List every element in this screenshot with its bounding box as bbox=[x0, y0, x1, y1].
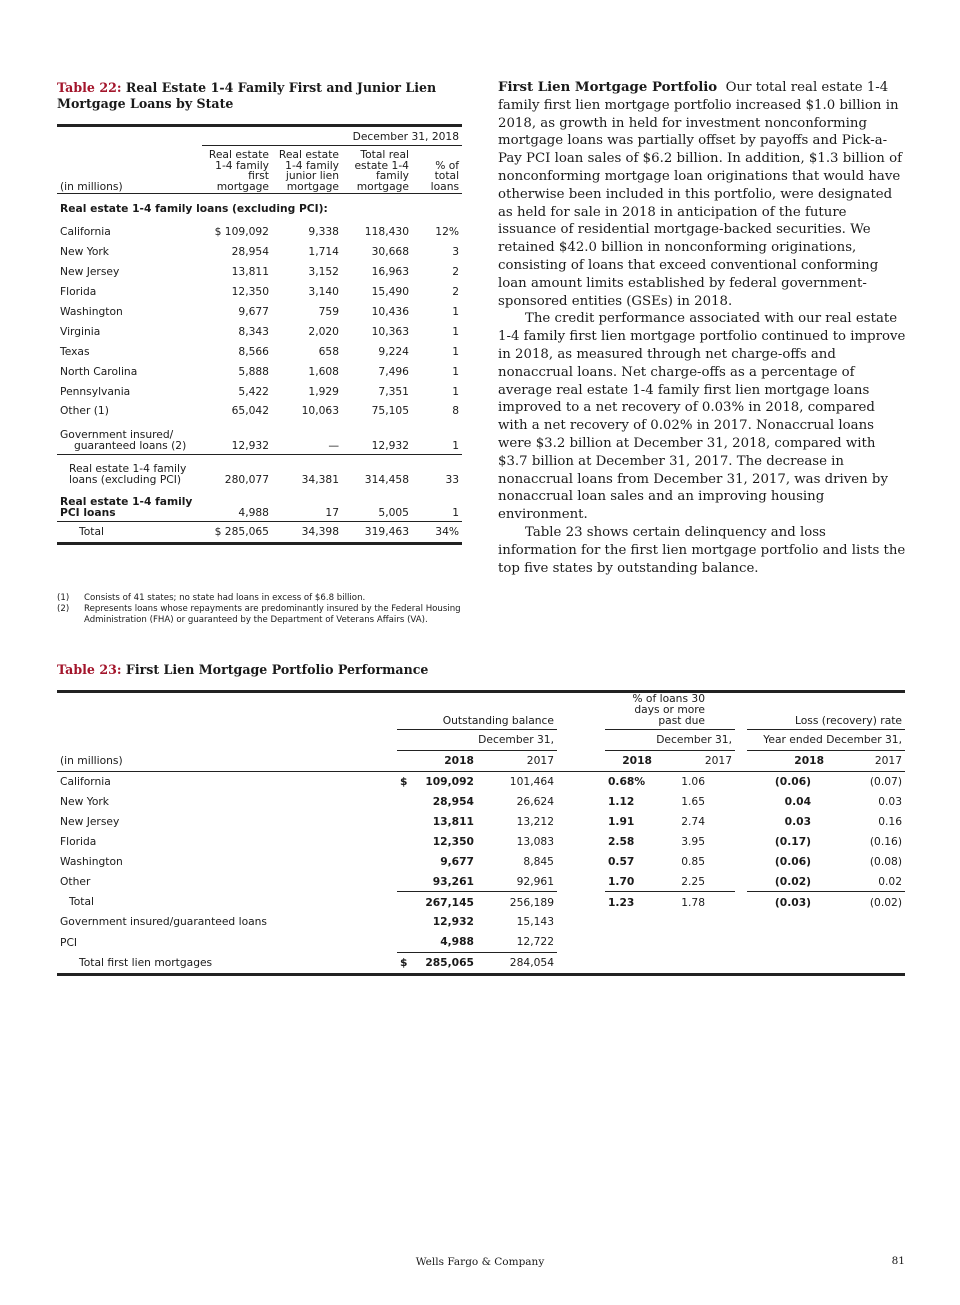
table-cell: 1.06 bbox=[681, 775, 706, 789]
table-row bbox=[57, 242, 462, 262]
table-row bbox=[57, 282, 462, 302]
table22-col-pct: % of total loans bbox=[412, 146, 462, 194]
table-row bbox=[57, 222, 462, 242]
table-cell: 9,677 bbox=[440, 854, 474, 868]
row-label: Other bbox=[60, 874, 91, 888]
table-cell: 17 bbox=[325, 505, 339, 519]
table-cell: 1 bbox=[452, 364, 460, 378]
paragraph: Table 23 shows certain delinquency and loss information for the first lien mortgage portfolio and lists the top five states by outstanding balance. bbox=[498, 524, 906, 576]
table22-title-text: Real Estate 1-4 Family First and Junior Lien Mortgage Loans by State bbox=[57, 80, 437, 111]
table-cell: 0.16 bbox=[878, 815, 903, 828]
table-cell: 15,490 bbox=[371, 285, 409, 299]
table-cell: 34% bbox=[412, 521, 462, 543]
table-cell: 1,714 bbox=[308, 245, 339, 259]
table-cell: 34,398 bbox=[272, 521, 342, 543]
table-cell: 28,954 bbox=[432, 795, 474, 809]
table22-gov-label-1: Government insured/ bbox=[60, 427, 174, 441]
paragraph-text: Our total real estate 1-4 family first lien mortgage portfolio increased $1.0 billion in 2018, as growth in held for investment nonconforming mortgage loans was partially offset by payoffs and Pick-a-Pay PCI loan sales of $6.2 billion. In addition, $1.3 billion of nonconforming mortgage loan originations that would have otherwise been included in this portfolio, were designated as held for sale in 2018 in anticipation of the future issuance of residential mortgage-backed securities. We retained $42.0 billion in nonconforming originations, consisting of loans that exceed conventional conforming loan amount limits established by federal government-sponsored entities (GSEs) in 2018. bbox=[498, 80, 902, 309]
table-cell: 2.25 bbox=[655, 871, 735, 891]
table22-gov-label-2: guaranteed loans (2) bbox=[74, 438, 187, 452]
footer-company: Wells Fargo & Company bbox=[415, 1256, 545, 1268]
table-cell: 1.91 bbox=[608, 815, 635, 828]
table-cell: 93,261 bbox=[397, 871, 477, 891]
table-cell: 2.74 bbox=[681, 815, 706, 828]
table-cell: 4,988 bbox=[238, 505, 269, 519]
row-label: California bbox=[60, 775, 111, 789]
table-row bbox=[57, 812, 905, 832]
table-row bbox=[57, 871, 905, 891]
table-cell: 0.02 bbox=[827, 871, 905, 891]
row-label: Washington bbox=[60, 854, 123, 868]
state-name: Virginia bbox=[60, 324, 101, 338]
table-cell: 13,083 bbox=[516, 834, 554, 848]
table-row bbox=[57, 401, 462, 421]
table-row bbox=[57, 302, 462, 322]
table-cell: 2 bbox=[452, 265, 460, 279]
state-name: Pennsylvania bbox=[60, 384, 131, 398]
state-name: New York bbox=[60, 245, 109, 259]
table-cell: 10,063 bbox=[301, 404, 339, 418]
table-cell: (0.07) bbox=[869, 775, 903, 789]
table-cell: 9,677 bbox=[238, 305, 269, 318]
table23-grand-label: Total first lien mortgages bbox=[57, 952, 397, 974]
table-cell: 0.57 bbox=[608, 854, 635, 868]
table-row bbox=[57, 851, 905, 871]
table-cell: 1 bbox=[452, 384, 460, 398]
table-cell: 267,145 bbox=[397, 892, 477, 912]
table-cell: 13,811 bbox=[231, 265, 269, 279]
table22-label: Table 22: bbox=[57, 80, 122, 95]
table22-pci-label bbox=[57, 488, 202, 522]
footnote-text: Consists of 41 states; no state had loans in excess of $6.8 billion. bbox=[84, 593, 366, 603]
table-cell: 12,350 bbox=[231, 285, 269, 299]
table-cell: 15,143 bbox=[516, 915, 554, 929]
table-cell: 7,496 bbox=[378, 364, 409, 378]
table-row bbox=[57, 381, 462, 401]
paragraph bbox=[498, 79, 906, 310]
table22-col-total: Total real estate 1-4 family mortgage bbox=[342, 146, 412, 194]
table-cell: 1 bbox=[452, 344, 460, 358]
table-cell: 5,005 bbox=[378, 505, 409, 519]
table23-year: 2017 bbox=[477, 750, 557, 771]
table-cell: 314,458 bbox=[342, 454, 412, 488]
footnote-key: (2) bbox=[57, 603, 70, 614]
table23 bbox=[57, 690, 905, 976]
table-row bbox=[57, 321, 462, 341]
table23-year: 2018 bbox=[605, 750, 655, 771]
table-cell: 16,963 bbox=[371, 265, 409, 279]
table-cell: 33 bbox=[412, 454, 462, 488]
table-cell: 1.65 bbox=[681, 795, 706, 809]
table-cell: 101,464 bbox=[509, 775, 554, 789]
table23-title bbox=[57, 662, 428, 677]
table23-year: 2017 bbox=[655, 750, 735, 771]
table-row bbox=[57, 262, 462, 282]
footnote bbox=[57, 593, 462, 604]
table23-pci-label: PCI bbox=[60, 935, 78, 949]
table-cell: 12% bbox=[435, 225, 460, 239]
table23-total-label: Total bbox=[69, 895, 94, 909]
table-row bbox=[57, 792, 905, 812]
row-label: Florida bbox=[60, 834, 97, 848]
table22-footnotes bbox=[57, 593, 462, 625]
table-cell: $ 109,092 bbox=[214, 225, 269, 239]
table-cell: 759 bbox=[318, 305, 339, 318]
table-row bbox=[57, 771, 905, 791]
table-cell: 8,343 bbox=[238, 324, 269, 338]
table-cell: (0.06) bbox=[774, 854, 812, 868]
table-cell: 319,463 bbox=[342, 521, 412, 543]
state-name: Florida bbox=[60, 285, 97, 299]
table22-pci-label-2: PCI loans bbox=[60, 505, 116, 519]
table-cell: 75,105 bbox=[371, 404, 409, 418]
amount: 109,092 bbox=[425, 775, 474, 789]
first-lien-section bbox=[498, 79, 906, 577]
table22-subtotal-label-2: loans (excluding PCI) bbox=[69, 472, 182, 486]
table-cell bbox=[397, 952, 477, 974]
table-cell: (0.08) bbox=[869, 854, 903, 868]
table-cell: 3,140 bbox=[308, 285, 339, 299]
table-cell: 1,608 bbox=[308, 364, 339, 378]
table-cell: 34,381 bbox=[272, 454, 342, 488]
table-cell: 92,961 bbox=[477, 871, 557, 891]
table-cell: 8 bbox=[452, 404, 460, 418]
table-cell: 0.68% bbox=[608, 775, 646, 789]
table-cell: 3,152 bbox=[308, 265, 339, 279]
table-cell: 8,845 bbox=[523, 854, 554, 868]
table23-year: 2018 bbox=[397, 750, 477, 771]
state-name: New Jersey bbox=[60, 265, 120, 279]
table22-subtotal-label bbox=[57, 454, 202, 488]
table-cell: 5,888 bbox=[238, 364, 269, 378]
table-row bbox=[57, 361, 462, 381]
table-cell: 0.04 bbox=[784, 795, 812, 809]
table22-subtotal-label-1: Real estate 1-4 family bbox=[69, 461, 187, 475]
state-name: Texas bbox=[60, 344, 90, 358]
table-cell: 10,436 bbox=[371, 305, 409, 318]
table23-group-balance: Outstanding balance bbox=[397, 692, 557, 730]
state-name: Other (1) bbox=[60, 404, 109, 418]
table22-col-junior: Real estate 1-4 family junior lien mortgage bbox=[272, 146, 342, 194]
state-name: California bbox=[60, 225, 111, 239]
table-cell: 1 bbox=[452, 438, 460, 452]
table23-unit: (in millions) bbox=[57, 750, 397, 771]
table-cell: 13,212 bbox=[516, 815, 554, 828]
paragraph: The credit performance associated with our real estate 1-4 family first lien mortgage portfolio continued to improve in 2018, as measured through net charge-offs and nonaccrual loans. Net charge-offs as a percentage of average real estate 1-4 family first lien mortgage loans improved to a net recovery of 0.03% in 2018, compared with a net recovery of 0.02% in 2017. Nonaccrual loans were $3.2 billion at December 31, 2018, compared with $3.7 billion at December 31, 2017. The decrease in nonaccrual loans from December 31, 2017, was driven by nonaccrual loan sales and an improving housing environment. bbox=[498, 311, 906, 523]
table-cell: 658 bbox=[318, 344, 339, 358]
table-cell: 12,932 bbox=[231, 438, 269, 452]
table23-date-delinquency: December 31, bbox=[605, 730, 735, 751]
table-cell: 2 bbox=[452, 285, 460, 299]
table23-date-balance: December 31, bbox=[397, 730, 557, 751]
table-cell: 3 bbox=[452, 245, 460, 259]
table23-label: Table 23: bbox=[57, 662, 122, 677]
table23-group-delinquency: % of loans 30 days or more past due bbox=[605, 692, 735, 730]
table-cell: 1.23 bbox=[605, 892, 655, 912]
table-cell: 12,932 bbox=[371, 438, 409, 452]
table-row bbox=[57, 341, 462, 361]
table-cell: (0.02) bbox=[747, 871, 827, 891]
table-cell: 1.78 bbox=[655, 892, 735, 912]
table22-title bbox=[57, 80, 457, 112]
table-cell: (0.03) bbox=[747, 892, 827, 912]
table-cell: $ 285,065 bbox=[202, 521, 272, 543]
table-cell: 7,351 bbox=[378, 384, 409, 398]
table23-gov-label: Government insured/guaranteed loans bbox=[60, 915, 267, 929]
table-row bbox=[57, 831, 905, 851]
dollar-sign: $ bbox=[400, 775, 408, 789]
table22-group-header: Real estate 1-4 family loans (excluding PCI): bbox=[60, 201, 328, 215]
table-cell: 1.12 bbox=[608, 795, 635, 809]
amount: 285,065 bbox=[425, 956, 474, 970]
footnote-key: (1) bbox=[57, 593, 70, 603]
table-cell: 12,932 bbox=[432, 915, 474, 929]
state-name: Washington bbox=[60, 305, 123, 318]
table-cell: 12,350 bbox=[432, 834, 474, 848]
table-cell bbox=[397, 771, 477, 791]
table-cell: 10,363 bbox=[371, 324, 409, 338]
table-cell: 1.70 bbox=[605, 871, 655, 891]
table-cell: 2,020 bbox=[308, 324, 339, 338]
table-cell: (0.16) bbox=[869, 834, 903, 848]
table23-title-text: First Lien Mortgage Portfolio Performance bbox=[125, 662, 429, 677]
section-heading: First Lien Mortgage Portfolio bbox=[498, 80, 718, 95]
table23-year: 2018 bbox=[747, 750, 827, 771]
dollar-amount bbox=[400, 956, 474, 969]
row-label: New Jersey bbox=[60, 815, 120, 828]
table-cell: 284,054 bbox=[477, 952, 557, 974]
table-cell: 280,077 bbox=[202, 454, 272, 488]
table22-gov-label bbox=[57, 421, 202, 455]
footnote-text: Represents loans whose repayments are predominantly insured by the Federal Housing Administration (FHA) or guaranteed by the Department of Veterans Affairs (VA). bbox=[84, 603, 461, 625]
table-cell: 118,430 bbox=[364, 225, 409, 239]
table-cell: 0.03 bbox=[878, 795, 903, 809]
footnote bbox=[57, 604, 462, 626]
table22-col-first: Real estate 1-4 family first mortgage bbox=[202, 146, 272, 194]
table-cell: 5,422 bbox=[238, 384, 269, 398]
table-cell: (0.06) bbox=[774, 775, 812, 789]
table-cell: 1 bbox=[452, 505, 460, 519]
table-cell: 3.95 bbox=[681, 834, 706, 848]
dollar-sign: $ bbox=[400, 956, 408, 970]
table-cell: 8,566 bbox=[238, 344, 269, 358]
table-cell: 65,042 bbox=[231, 404, 269, 418]
row-label: New York bbox=[60, 795, 109, 809]
table-cell: 2.58 bbox=[608, 834, 635, 848]
table-cell: 26,624 bbox=[516, 795, 554, 809]
table22-date-header: December 31, 2018 bbox=[202, 126, 462, 146]
table23-date-loss: Year ended December 31, bbox=[747, 730, 905, 751]
state-name: North Carolina bbox=[60, 364, 138, 378]
page-number: 81 bbox=[891, 1255, 905, 1267]
table-cell: 13,811 bbox=[432, 815, 474, 828]
table-cell: 9,338 bbox=[308, 225, 339, 239]
table-cell: 30,668 bbox=[371, 245, 409, 259]
table-cell: — bbox=[328, 438, 339, 452]
table22-total-label: Total bbox=[57, 521, 202, 543]
table-cell: 28,954 bbox=[231, 245, 269, 259]
table-cell: 256,189 bbox=[477, 892, 557, 912]
table-cell: 1 bbox=[452, 305, 460, 318]
table22 bbox=[57, 124, 462, 545]
table23-year: 2017 bbox=[827, 750, 905, 771]
table23-group-loss: Loss (recovery) rate bbox=[747, 692, 905, 730]
table-cell: 12,722 bbox=[477, 932, 557, 952]
table-cell: 9,224 bbox=[378, 344, 409, 358]
table22-pci-label-1: Real estate 1-4 family bbox=[60, 494, 193, 508]
table-cell: 1 bbox=[452, 324, 460, 338]
table-cell: 0.03 bbox=[784, 815, 812, 828]
table-cell: (0.02) bbox=[827, 892, 905, 912]
table-cell: (0.17) bbox=[774, 834, 812, 848]
table-cell: 0.85 bbox=[681, 854, 706, 868]
table-cell: 1,929 bbox=[308, 384, 339, 398]
dollar-amount bbox=[400, 775, 474, 788]
table22-unit: (in millions) bbox=[57, 146, 202, 194]
table-cell: 4,988 bbox=[397, 932, 477, 952]
